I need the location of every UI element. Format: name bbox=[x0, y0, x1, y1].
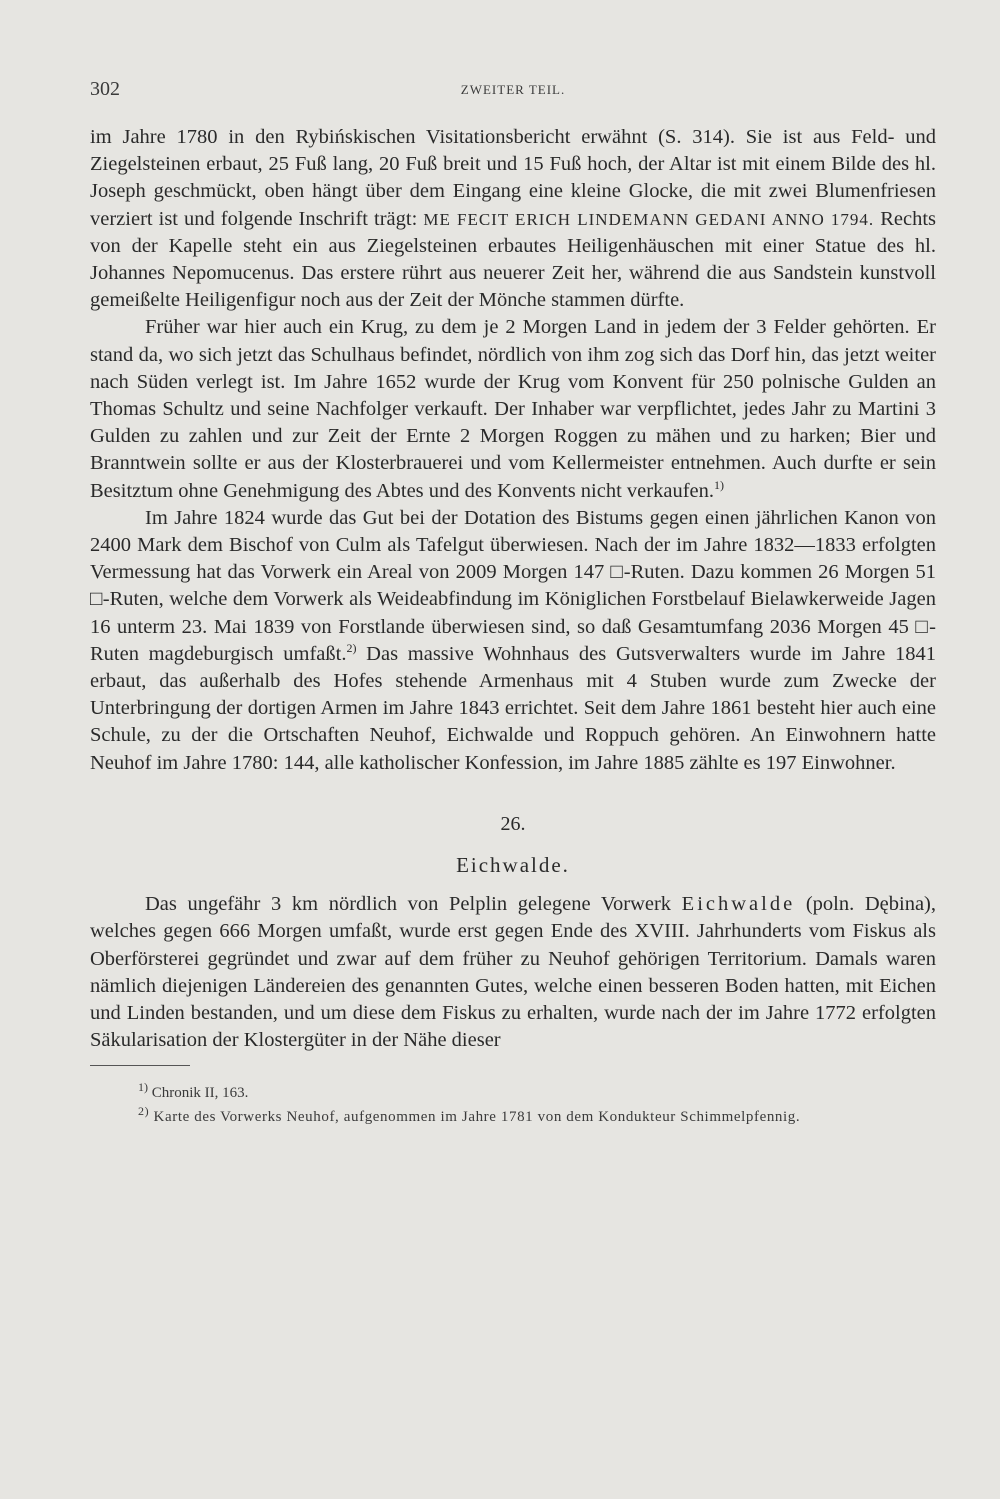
section-title: Eichwalde. bbox=[456, 853, 570, 878]
body-text bbox=[90, 124, 936, 1055]
paragraph bbox=[90, 314, 936, 504]
bell-inscription: ME FECIT ERICH LINDEMANN GEDANI ANNO 1794. bbox=[423, 209, 875, 229]
emphasized-place-name: Eichwalde bbox=[681, 893, 796, 916]
footnote bbox=[90, 1103, 936, 1128]
running-title: ZWEITER TEIL. bbox=[460, 82, 566, 97]
section-number: 26. bbox=[500, 812, 526, 835]
page-number: 302 bbox=[90, 78, 120, 100]
page-header bbox=[90, 78, 936, 104]
paragraph-text: Rechts von der Kapelle steht ein aus Ziegelsteinen erbautes Heiligenhäuschen mit einer Statue des hl. Johannes Nepomucenus. Das erstere rührt aus neuerer Zeit her, während die aus Sandstein kunstvoll gemeißelte Heiligenfigur noch aus der Zeit der Mönche stammen dürfte. bbox=[90, 207, 937, 312]
footnote-mark: 2) bbox=[138, 1103, 150, 1118]
paragraph-text: Das massive Wohnhaus des Gutsverwalters wurde im Jahre 1841 erbaut, das außerhalb des Hofes stehende Armenhaus mit 4 Stuben wurde zum Zwecke der Unterbringung der dortigen Armen im Jahre 1843 errichtet. Seit dem Jahre 1861 besteht hier auch eine Schule, zu der die Ortschaften Neuhof, Eichwalde und Roppuch gehören. An Einwohnern hatte Neuhof im Jahre 1780: 144, alle katholischer Konfession, im Jahre 1885 zählte es 197 Einwohner. bbox=[90, 642, 937, 774]
footnote-reference: 1) bbox=[714, 477, 724, 492]
footnote bbox=[90, 1079, 936, 1104]
footnote-reference: 2) bbox=[346, 641, 357, 656]
paragraph-text: im Jahre 1780 in den Rybińskischen Visitationsbericht erwähnt (S. 314). Sie ist aus Feld- und Ziegelsteinen erbaut, 25 Fuß lang, 20 Fuß breit und 15 Fuß hoch, der Altar ist mit einem Bilde des hl. Joseph geschmückt, oben hängt über dem Eingang eine kleine Glocke, die mit zwei Blumenfriesen verziert ist und folgende Inschrift trägt: bbox=[90, 126, 936, 230]
footnotes bbox=[90, 1079, 936, 1128]
paragraph-text: Früher war hier auch ein Krug, zu dem je 2 Morgen Land in jedem der 3 Felder gehörten. Er stand da, wo sich jetzt das Schulhaus befindet, nördlich von ihm zog sich das Dorf hin, das jetzt weiter nach Süden verlegt ist. Im Jahre 1652 wurde der Krug vom Konvent für 250 polnische Gulden an Thomas Schultz und seine Nachfolger verkauft. Der Inhaber war verpflichtet, jedes Jahr zu Martini 3 Gulden zu zahlen und zur Zeit der Ernte 2 Morgen Roggen zu mähen und zu harken; Bier und Branntwein sollte er aus der Klosterbrauerei und vom Kellermeister entnehmen. Auch durfte er sein Besitztum ohne Genehmigung des Abtes und des Konvents nicht verkaufen. bbox=[90, 316, 936, 502]
footnote-divider bbox=[90, 1065, 190, 1066]
paragraph-text: (poln. Dębina), welches gegen 666 Morgen umfaßt, wurde erst gegen Ende des XVIII. Jahrhunderts vom Fiskus als Oberförsterei gegründet und zwar auf dem früher zu Neuhof gehörigen Territorium. Damals waren nämlich diejenigen Ländereien des genannten Gutes, welche einen besseren Boden hatten, mit Eichen und Linden bestanden, und um diese dem Fiskus zu erhalten, wurde nach der im Jahre 1772 erfolgten Säkularisation der Klostergüter in der Nähe dieser bbox=[90, 893, 936, 1052]
footnote-text: Chronik II, 163. bbox=[148, 1084, 249, 1101]
paragraph-text: Im Jahre 1824 wurde das Gut bei der Dotation des Bistums gegen einen jährlichen Kanon von 2400 Mark dem Bischof von Culm als Tafelgut überwiesen. Nach der im Jahre 1832—1833 erfolgten Vermessung hat das Vorwerk ein Areal von 2009 Morgen 147 □-Ruten. Dazu kommen 26 Morgen 51 □-Ruten, welche dem Vorwerk als Weideabfindung im Königlichen Forstbelauf Bielawkerweide Jagen 16 unterm 23. Mai 1839 von Forstlande überwiesen sind, so daß Gesamtumfang 2036 Morgen 45 □-Ruten magdeburgisch umfaßt. bbox=[90, 506, 936, 665]
footnote-text: Karte des Vorwerks Neuhof, aufgenommen im Jahre 1781 von dem Kondukteur Schimmelpfennig. bbox=[149, 1108, 801, 1125]
paragraph bbox=[90, 505, 936, 777]
paragraph bbox=[90, 124, 936, 314]
paragraph bbox=[90, 891, 936, 1054]
paragraph-text: Das ungefähr 3 km nördlich von Pelplin gelegene Vorwerk bbox=[145, 893, 682, 916]
footnote-mark: 1) bbox=[138, 1079, 148, 1094]
